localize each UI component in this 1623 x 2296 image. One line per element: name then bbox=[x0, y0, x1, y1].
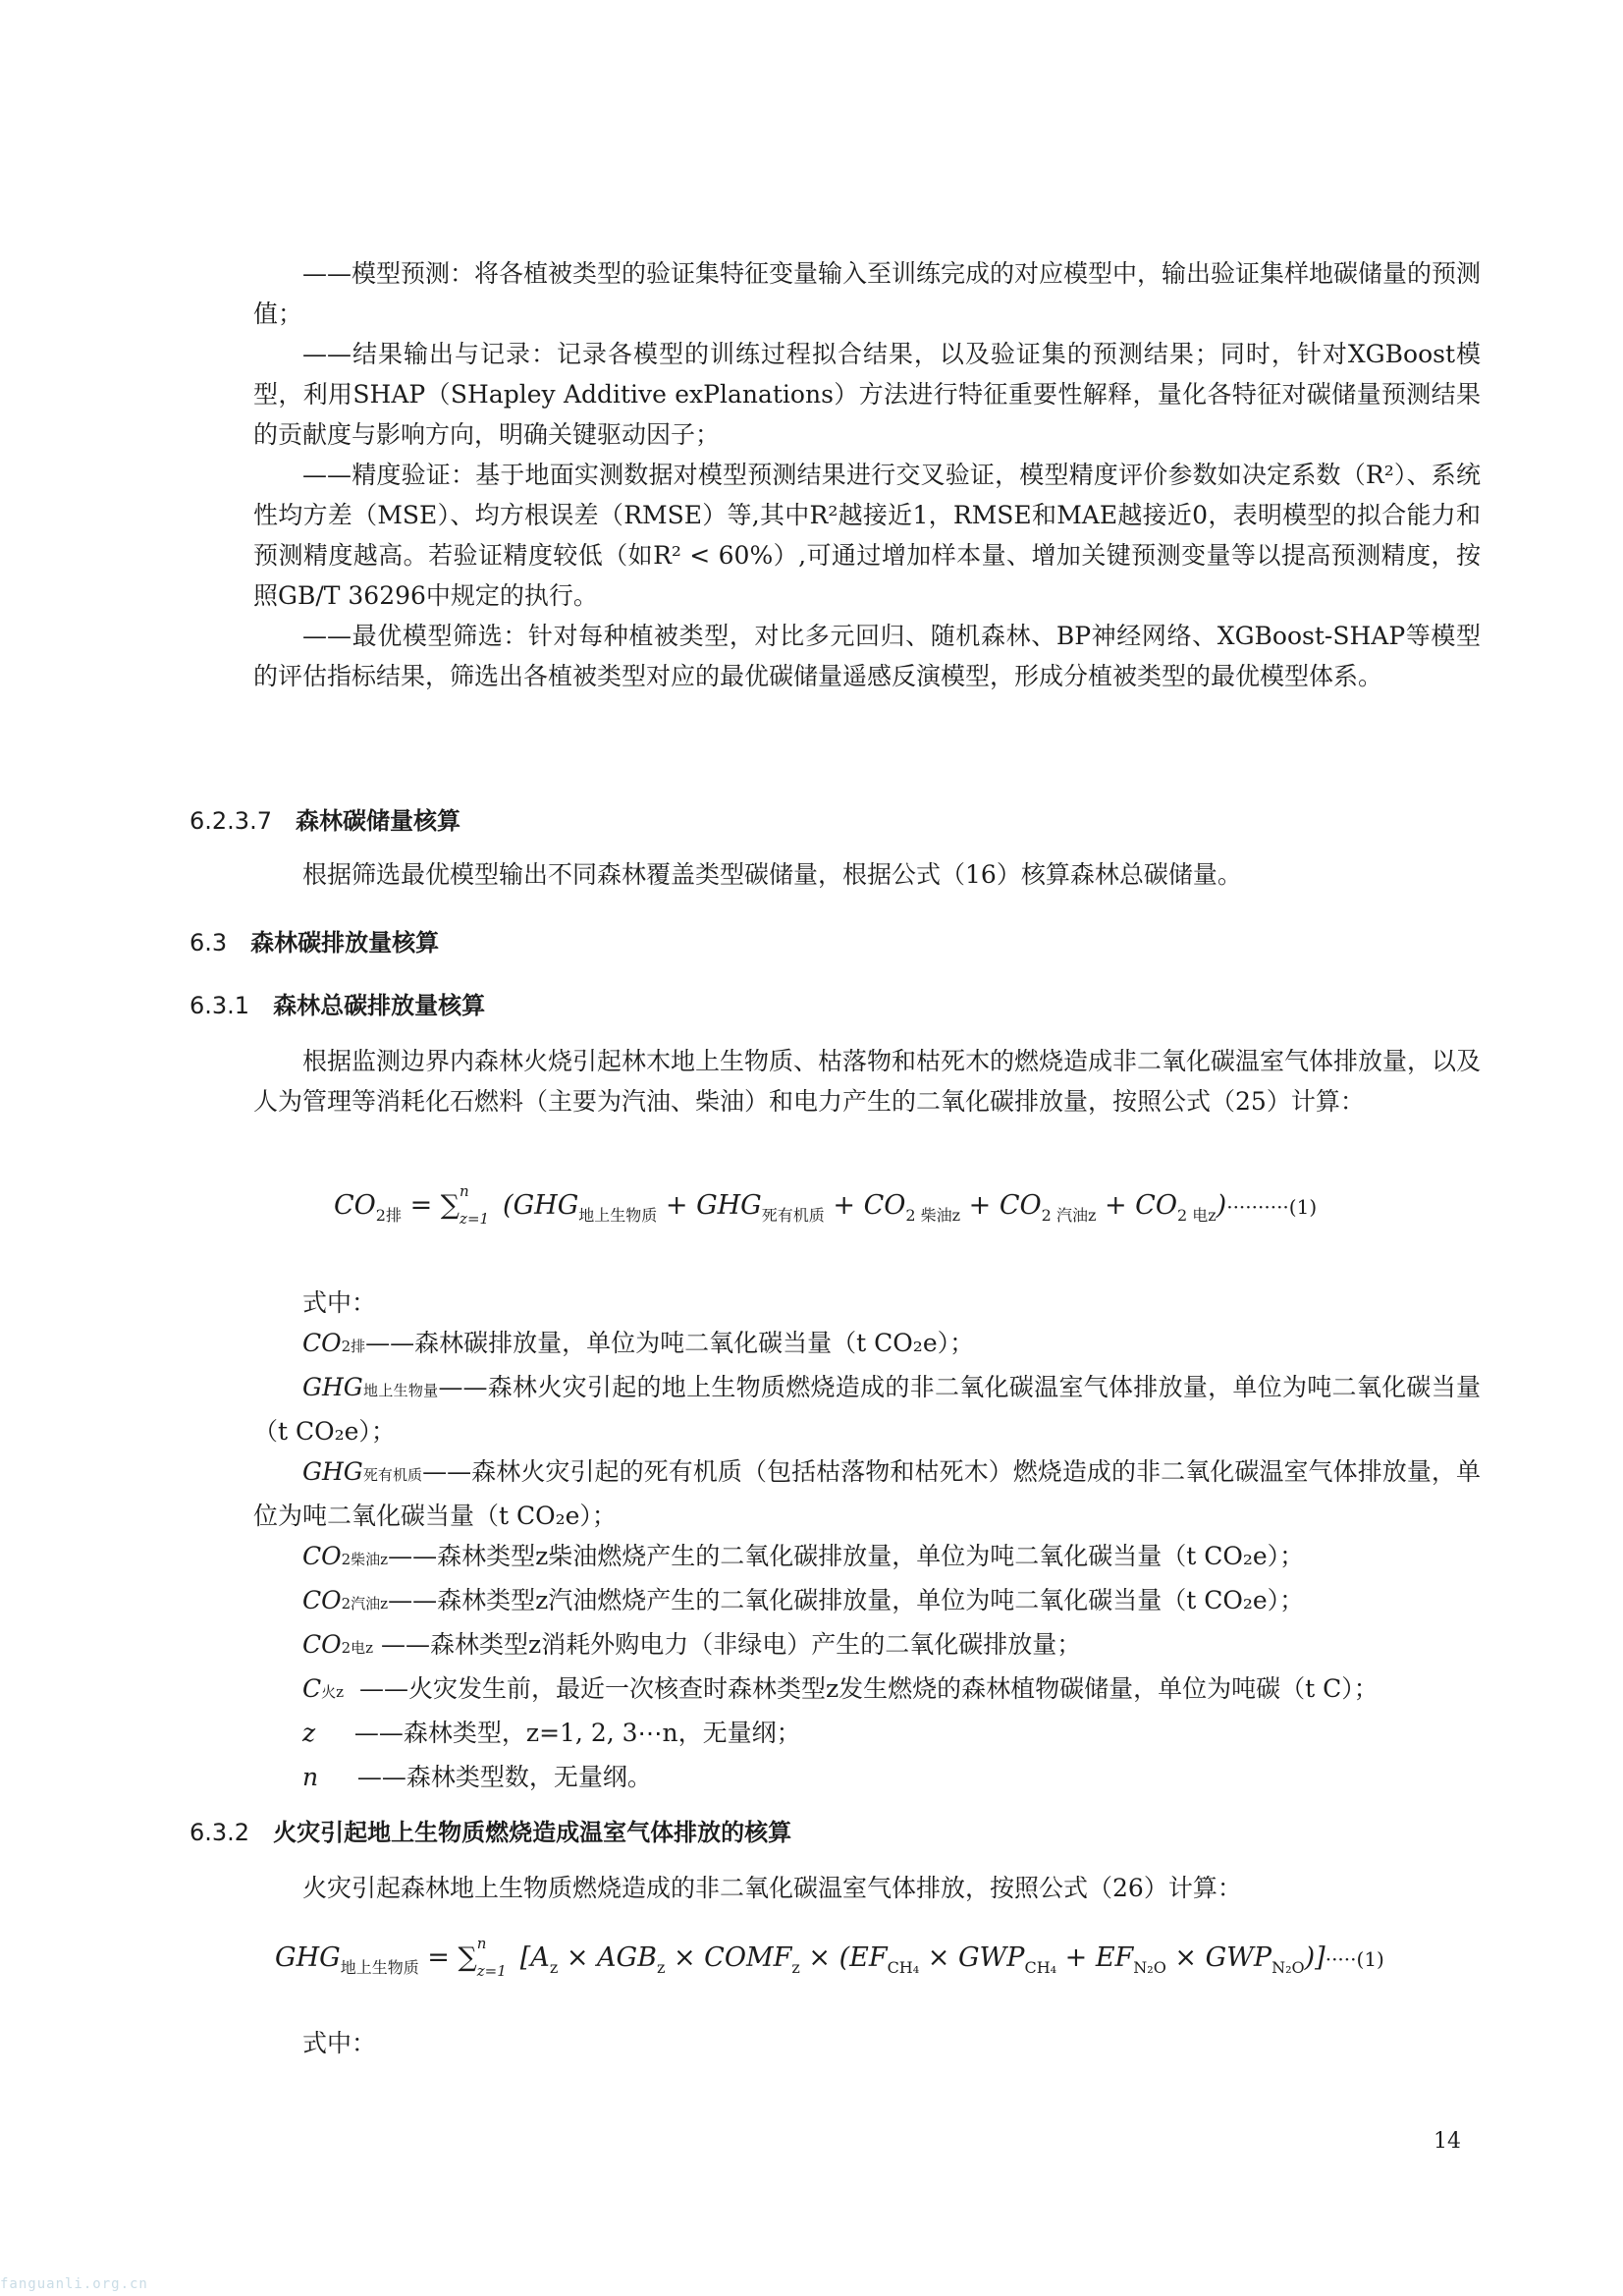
def-subscript: 火z bbox=[321, 1683, 345, 1701]
def-row bbox=[253, 1580, 1481, 1624]
paragraph-model-prediction: ——模型预测：将各植被类型的验证集特征变量输入至训练完成的对应模型中，输出验证集样地碳储量的预测值； bbox=[253, 259, 1482, 328]
formula-term: + CO bbox=[1096, 1190, 1177, 1221]
formula-subscript: CH₄ bbox=[1024, 1958, 1057, 1977]
def-text: ——森林碳排放量，单位为吨二氧化碳当量（t CO₂e）； bbox=[365, 1329, 975, 1357]
top-paragraphs bbox=[253, 253, 1481, 696]
def-row bbox=[253, 1713, 1481, 1757]
formula-term: (GHG bbox=[503, 1190, 579, 1221]
def-text: ——森林类型z消耗外购电力（非绿电）产生的二氧化碳排放量； bbox=[373, 1630, 1082, 1659]
paragraph-accuracy-validation: ——精度验证：基于地面实测数据对模型预测结果进行交叉验证，模型精度评价参数如决定系数（R²）、系统性均方差（MSE）、均方根误差（RMSE）等,其中R²越接近1，RMSE和MAE越接近0，表明模型的拟合能力和预测精度越高。若验证精度较低（如R² < 60%）,可通过增加样本量、增加关键预测变量等以提高预测精度，按照GB/T 36296中规定的执行。 bbox=[253, 461, 1481, 610]
section-number: 6.3 bbox=[189, 929, 228, 957]
section-title: 森林碳排放量核算 bbox=[250, 929, 440, 957]
formula-term: + CO bbox=[960, 1190, 1042, 1221]
formula-term: )] bbox=[1304, 1942, 1325, 1973]
def-subscript: 2电z bbox=[341, 1639, 374, 1657]
def-symbol: GHG bbox=[302, 1457, 363, 1486]
section-text: 火灾引起森林地上生物质燃烧造成的非二氧化碳温室气体排放，按照公式（26）计算： bbox=[302, 1874, 1242, 1902]
formula-term: × AGB bbox=[558, 1942, 657, 1973]
def-text: ——森林火灾引起的地上生物质燃烧造成的非二氧化碳温室气体排放量，单位为吨二氧化碳当量（t CO₂e）； bbox=[253, 1373, 1481, 1446]
def-row bbox=[253, 1367, 1481, 1451]
def-subscript: 地上生物量 bbox=[362, 1382, 439, 1399]
def-symbol: C bbox=[302, 1674, 322, 1703]
section-title: 火灾引起地上生物质燃烧造成温室气体排放的核算 bbox=[273, 1819, 792, 1846]
formula-subscript: z bbox=[549, 1958, 559, 1977]
where-label: 式中： bbox=[302, 1288, 377, 1317]
formula-subscript: z bbox=[656, 1958, 666, 1977]
section-number: 6.3.1 bbox=[189, 992, 250, 1019]
section-number: 6.3.2 bbox=[189, 1819, 250, 1846]
def-text: ——森林火灾引起的死有机质（包括枯落物和枯死木）燃烧造成的非二氧化碳温室气体排放量，单位为吨二氧化碳当量（t CO₂e）； bbox=[253, 1457, 1481, 1530]
heading-6-3-1 bbox=[189, 986, 485, 1020]
paragraph-result-output: ——结果输出与记录：记录各模型的训练过程拟合结果，以及验证集的预测结果；同时，针对XGBoost模型，利用SHAP（SHapley Additive exPlanations）方法进行特征重要性解释，量化各特征对碳储量预测结果的贡献度与影响方向，明确关键驱动因子； bbox=[253, 340, 1481, 449]
heading-6-3-2 bbox=[189, 1813, 791, 1847]
formula-symbol: GHG bbox=[275, 1942, 341, 1973]
section-6-3-2-body bbox=[253, 1868, 1481, 1908]
formula-leader-dots: ····· bbox=[1325, 1947, 1357, 1971]
formula-number: (1) bbox=[1288, 1195, 1318, 1219]
section-6-2-3-7-body bbox=[253, 854, 1481, 895]
formula-symbol: CO bbox=[334, 1190, 376, 1221]
section-title: 森林碳储量核算 bbox=[295, 807, 460, 835]
formula-sum-sign: = ∑ bbox=[418, 1942, 477, 1973]
site-watermark: fanguanli.org.cn bbox=[0, 2276, 148, 2292]
def-subscript: 2汽油z bbox=[341, 1595, 389, 1613]
formula-term: × (EF bbox=[799, 1942, 888, 1973]
formula-subscript: CH₄ bbox=[887, 1958, 920, 1977]
formula-subscript: 2 柴油z bbox=[905, 1206, 961, 1225]
where-label: 式中： bbox=[302, 2029, 377, 2057]
formula-subscript: 2 汽油z bbox=[1041, 1206, 1097, 1225]
page-number: 14 bbox=[1434, 2129, 1461, 2154]
formula-subscript: z bbox=[791, 1958, 800, 1977]
def-row bbox=[253, 1757, 1481, 1801]
formula-sum-upper: n bbox=[476, 1935, 487, 1952]
section-text: 根据筛选最优模型输出不同森林覆盖类型碳储量，根据公式（16）核算森林总碳储量。 bbox=[302, 860, 1242, 889]
formula-subscript: 2 电z bbox=[1176, 1206, 1217, 1225]
formula-term: ) bbox=[1216, 1190, 1227, 1221]
def-row bbox=[253, 1451, 1481, 1536]
formula-subscript: 地上生物质 bbox=[578, 1206, 658, 1225]
formula-leader-dots: ·········· bbox=[1226, 1195, 1289, 1219]
formula-sum-lower: z=1 bbox=[476, 1962, 507, 1980]
def-subscript: 2排 bbox=[341, 1338, 366, 1355]
formula-subscript: 死有机质 bbox=[761, 1206, 825, 1225]
formula-term: [A bbox=[519, 1942, 550, 1973]
formula-sum-sign: = ∑ bbox=[401, 1190, 460, 1221]
def-symbol: n bbox=[302, 1763, 319, 1791]
formula-subscript: 2排 bbox=[375, 1206, 402, 1225]
section-number: 6.2.3.7 bbox=[189, 807, 272, 835]
def-text: ——森林类型数，无量纲。 bbox=[318, 1763, 652, 1791]
def-subscript: 2柴油z bbox=[341, 1551, 389, 1568]
def-symbol: CO bbox=[302, 1329, 342, 1357]
formula-sum-upper: n bbox=[460, 1182, 469, 1200]
def-text: ——森林类型z柴油燃烧产生的二氧化碳排放量，单位为吨二氧化碳当量（t CO₂e）； bbox=[388, 1542, 1305, 1570]
formula-aboveground-biomass-emission bbox=[275, 1935, 1384, 1980]
formula-term: + EF bbox=[1056, 1942, 1134, 1973]
def-row bbox=[253, 1323, 1481, 1367]
def-symbol: z bbox=[302, 1719, 316, 1747]
where-formula-2 bbox=[253, 2023, 1481, 2063]
formula-total-emission bbox=[334, 1182, 1318, 1228]
formula-subscript: N₂O bbox=[1271, 1958, 1305, 1977]
heading-6-2-3-7 bbox=[189, 801, 460, 836]
def-row bbox=[253, 1624, 1481, 1668]
def-symbol: GHG bbox=[302, 1373, 363, 1401]
formula-term: × GWP bbox=[919, 1942, 1025, 1973]
def-symbol: CO bbox=[302, 1542, 342, 1570]
section-title: 森林总碳排放量核算 bbox=[273, 992, 486, 1019]
formula-term: + GHG bbox=[657, 1190, 762, 1221]
def-text: ——森林类型，z=1, 2, 3⋯n，无量纲； bbox=[315, 1719, 801, 1747]
heading-6-3 bbox=[189, 923, 439, 957]
formula-term: × GWP bbox=[1165, 1942, 1272, 1973]
def-row bbox=[253, 1536, 1481, 1580]
formula-subscript: N₂O bbox=[1133, 1958, 1166, 1977]
section-text: 根据监测边界内森林火烧引起林木地上生物质、枯落物和枯死木的燃烧造成非二氧化碳温室气体排放量，以及人为管理等消耗化石燃料（主要为汽油、柴油）和电力产生的二氧化碳排放量，按照公式（25）计算： bbox=[253, 1047, 1482, 1116]
def-row bbox=[253, 1668, 1481, 1713]
formula-term: × COMF bbox=[665, 1942, 792, 1973]
formula-subscript: 地上生物质 bbox=[340, 1958, 419, 1977]
formula-term: + CO bbox=[824, 1190, 906, 1221]
formula-number: (1) bbox=[1356, 1947, 1384, 1971]
formula-sum-lower: z=1 bbox=[460, 1210, 490, 1228]
def-subscript: 死有机质 bbox=[362, 1466, 423, 1484]
def-symbol: CO bbox=[302, 1586, 342, 1614]
def-text: ——火灾发生前，最近一次核查时森林类型z发生燃烧的森林植物碳储量，单位为吨碳（t C）； bbox=[344, 1674, 1379, 1703]
section-6-3-1-body bbox=[253, 1041, 1481, 1121]
def-text: ——森林类型z汽油燃烧产生的二氧化碳排放量，单位为吨二氧化碳当量（t CO₂e）； bbox=[388, 1586, 1305, 1614]
def-symbol: CO bbox=[302, 1630, 342, 1659]
paragraph-optimal-model: ——最优模型筛选：针对每种植被类型，对比多元回归、随机森林、BP神经网络、XGBoost-SHAP等模型的评估指标结果，筛选出各植被类型对应的最优碳储量遥感反演模型，形成分植被类型的最优模型体系。 bbox=[253, 622, 1481, 690]
definitions-formula-1 bbox=[253, 1283, 1481, 1801]
